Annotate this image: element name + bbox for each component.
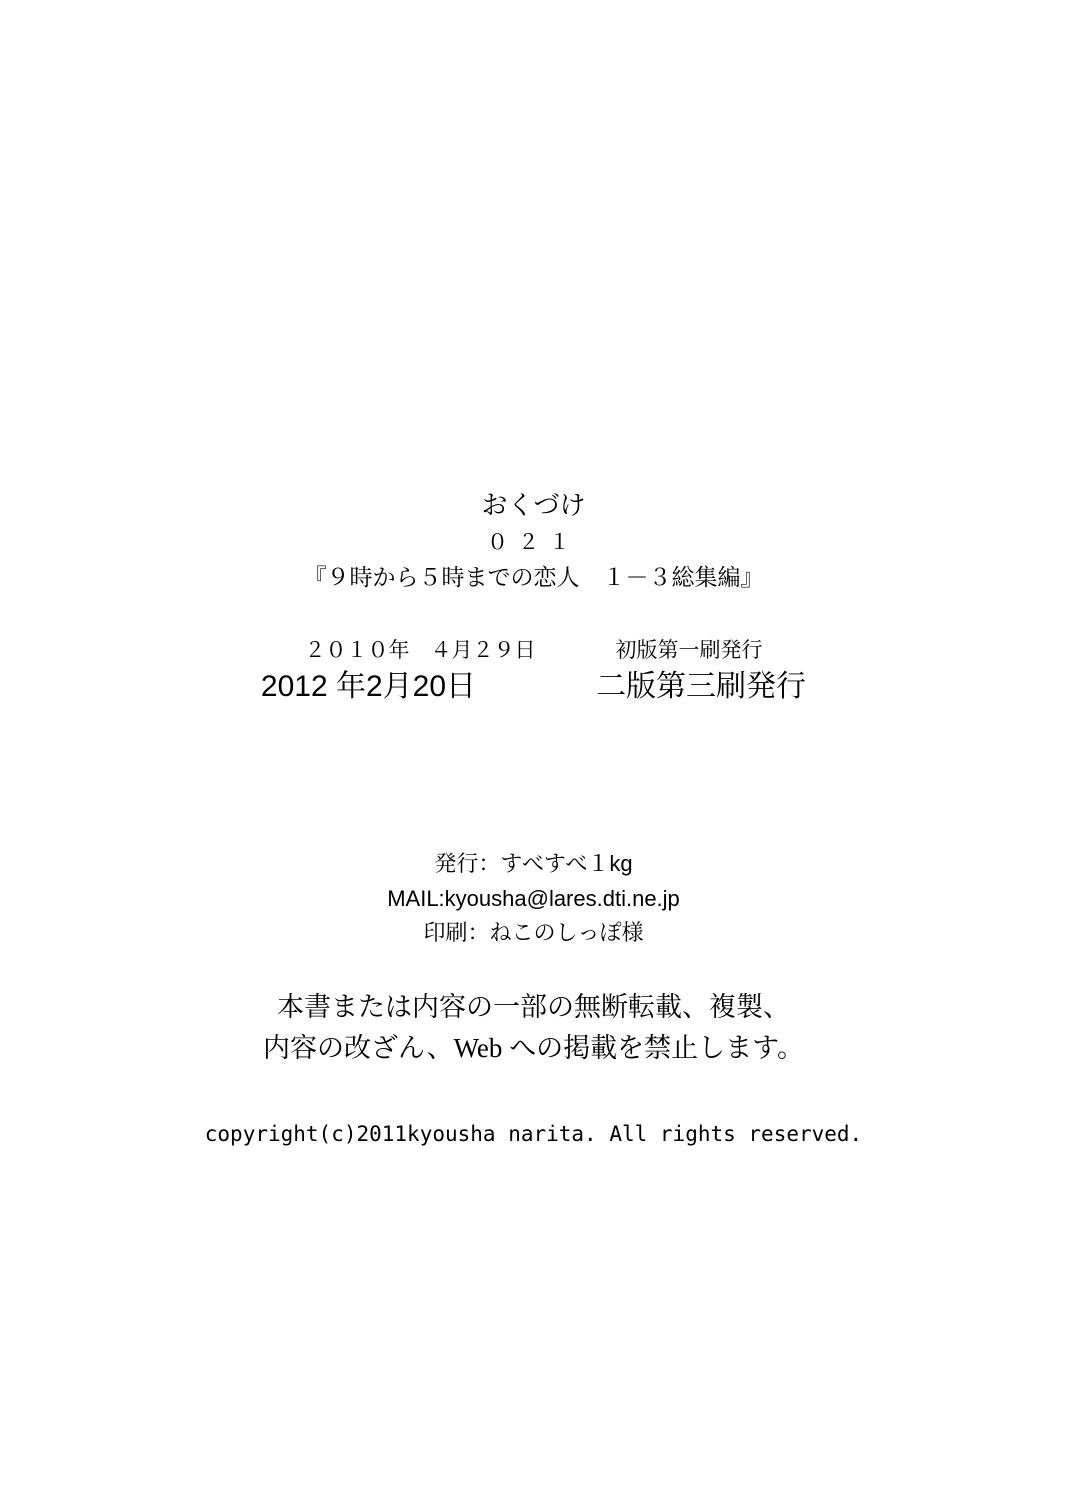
- reproduction-notice-line-2: 内容の改ざん、Web への掲載を禁止します。: [262, 1033, 804, 1063]
- colophon-header: おくづけ: [481, 490, 586, 520]
- second-edition-date: 2012 年2月20日: [260, 670, 477, 703]
- copyright-line: copyright(c)2011kyousha narita. All rights reserved.: [204, 1122, 863, 1146]
- mail-address: MAIL:kyousha@lares.dti.ne.jp: [387, 886, 680, 911]
- publisher-line: 発行：すべすべ１kg: [434, 851, 633, 876]
- first-edition-line: [0, 640, 1067, 661]
- second-edition-label: 二版第三刷発行: [596, 670, 807, 703]
- second-edition-line: [0, 672, 1067, 702]
- page-number: ０２１: [487, 531, 580, 554]
- printer-line: 印刷：ねこのしっぽ様: [423, 920, 644, 945]
- book-title: 『９時から５時までの恋人 １－３総集編』: [303, 564, 764, 590]
- reproduction-notice-line-1: 本書または内容の一部の無断転載、複製、: [277, 992, 790, 1022]
- first-edition-date: ２０１０年 ４月２９日: [304, 639, 536, 662]
- first-edition-label: 初版第一刷発行: [615, 639, 763, 662]
